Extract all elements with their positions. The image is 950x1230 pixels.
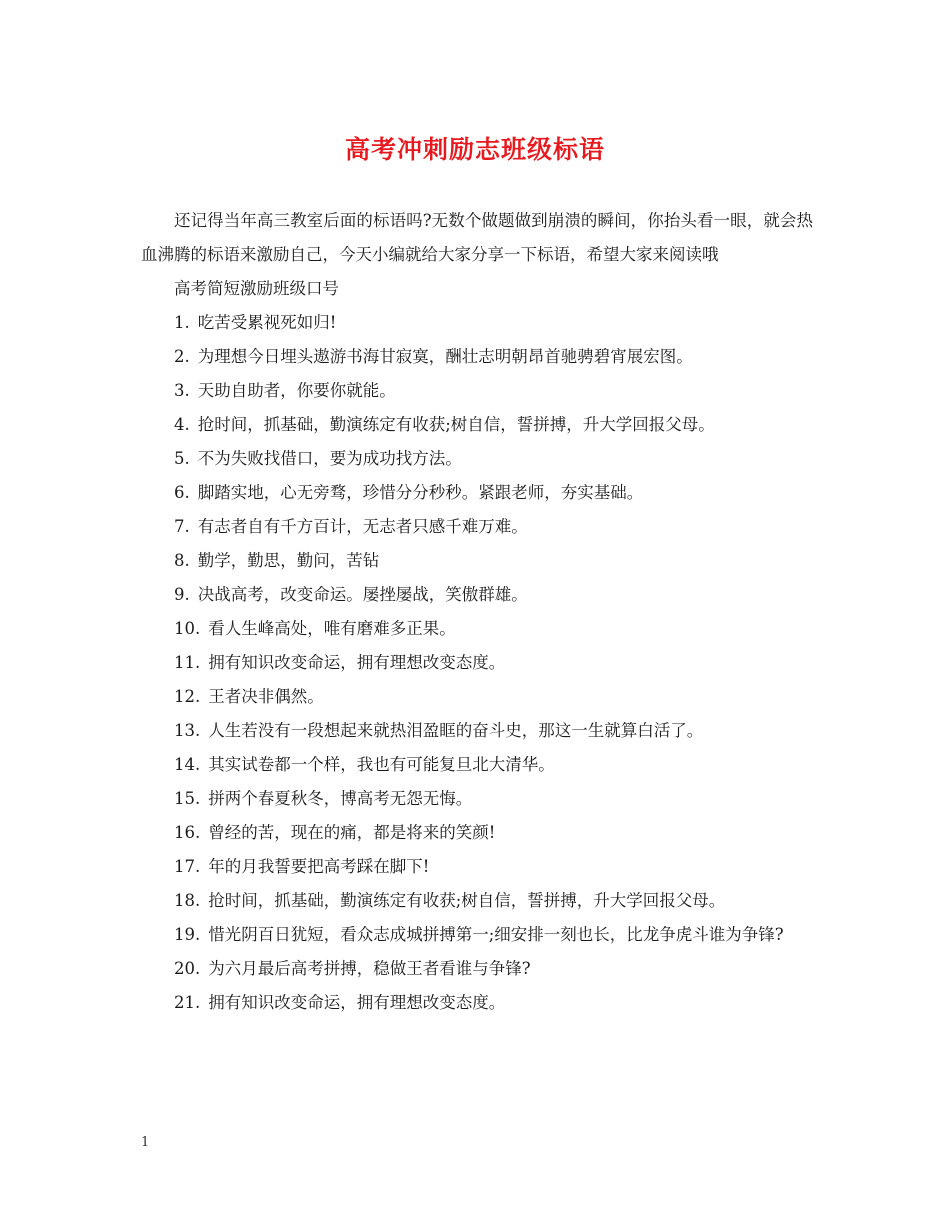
list-item-number: 8.: [174, 551, 190, 570]
list-item-text: 决战高考，改变命运。屡挫屡战，笑傲群雄。: [197, 585, 528, 604]
list-item-number: 2.: [174, 347, 190, 366]
list-item: [141, 340, 813, 374]
list-item: [141, 816, 813, 850]
list-item-number: 20.: [174, 959, 201, 978]
list-item-text: 吃苦受累视死如归!: [197, 313, 337, 332]
list-item-text: 抢时间，抓基础，勤演练定有收获;树自信，誓拼搏，升大学回报父母。: [197, 415, 715, 434]
list-item-text: 为理想今日埋头遨游书海甘寂寞，酬壮志明朝昂首驰骋碧宵展宏图。: [197, 347, 693, 366]
list-item-text: 天助自助者，你要你就能。: [197, 381, 396, 400]
list-item: [141, 918, 813, 952]
subheading: 高考简短激励班级口号: [174, 279, 339, 298]
list-item: [141, 374, 813, 408]
list-item: [141, 782, 813, 816]
list-item: [141, 544, 813, 578]
list-item-number: 17.: [174, 857, 201, 876]
list-item-text: 不为失败找借口，要为成功找方法。: [197, 449, 462, 468]
list-item-text: 拥有知识改变命运，拥有理想改变态度。: [208, 653, 506, 672]
list-item-text: 拥有知识改变命运，拥有理想改变态度。: [208, 993, 506, 1012]
page-number: 1: [141, 1135, 150, 1150]
document-body: [141, 204, 813, 1020]
list-item: [141, 850, 813, 884]
list-item-number: 3.: [174, 381, 190, 400]
document-title: 高考冲刺励志班级标语: [344, 135, 605, 164]
list-item-number: 7.: [174, 517, 190, 536]
list-item: [141, 306, 813, 340]
list-item: [141, 952, 813, 986]
list-item-number: 13.: [174, 721, 201, 740]
list-item-number: 18.: [174, 891, 201, 910]
list-item-text: 为六月最后高考拼搏，稳做王者看谁与争锋?: [208, 959, 531, 978]
list-item-text: 惜光阴百日犹短，看众志成城拼搏第一;细安排一刻也长，比龙争虎斗谁为争锋?: [208, 925, 784, 944]
list-item: [141, 442, 813, 476]
list-item-text: 人生若没有一段想起来就热泪盈眶的奋斗史，那这一生就算白活了。: [208, 721, 704, 740]
list-item-number: 19.: [174, 925, 201, 944]
list-item-text: 拼两个春夏秋冬，博高考无怨无悔。: [208, 789, 473, 808]
list-item: [141, 714, 813, 748]
list-item: [141, 408, 813, 442]
list-item-number: 11.: [174, 653, 201, 672]
list-item-number: 14.: [174, 755, 201, 774]
list-item: [141, 646, 813, 680]
list-item: [141, 680, 813, 714]
list-item-number: 16.: [174, 823, 201, 842]
list-item: [141, 510, 813, 544]
list-item-text: 年的月我誓要把高考踩在脚下!: [208, 857, 430, 876]
list-item-number: 21.: [174, 993, 201, 1012]
list-item: [141, 476, 813, 510]
list-item-text: 脚踏实地，心无旁骛，珍惜分分秒秒。紧跟老师，夯实基础。: [197, 483, 644, 502]
list-item-number: 9.: [174, 585, 190, 604]
list-item-text: 其实试卷都一个样，我也有可能复旦北大清华。: [208, 755, 555, 774]
list-item: [141, 578, 813, 612]
list-item: [141, 884, 813, 918]
list-item-number: 1.: [174, 313, 190, 332]
list-item-number: 6.: [174, 483, 190, 502]
list-item-text: 抢时间，抓基础，勤演练定有收获;树自信，誓拼搏，升大学回报父母。: [208, 891, 726, 910]
list-item-text: 看人生峰高处，唯有磨难多正果。: [208, 619, 456, 638]
list-item-number: 10.: [174, 619, 201, 638]
list-item: [141, 986, 813, 1020]
list-item-number: 15.: [174, 789, 201, 808]
list-item-number: 5.: [174, 449, 190, 468]
list-item-text: 曾经的苦，现在的痛，都是将来的笑颜!: [208, 823, 496, 842]
list-item-text: 勤学，勤思，勤问，苦钻: [197, 551, 380, 570]
list-item: [141, 612, 813, 646]
list-item-number: 4.: [174, 415, 190, 434]
list-item-text: 有志者自有千方百计，无志者只感千难万难。: [197, 517, 528, 536]
list-item: [141, 748, 813, 782]
list-item-text: 王者决非偶然。: [208, 687, 324, 706]
list-item-number: 12.: [174, 687, 201, 706]
intro-paragraph: 还记得当年高三教室后面的标语吗?无数个做题做到崩溃的瞬间，你抬头看一眼，就会热血沸腾的标语来激励自己，今天小编就给大家分享一下标语，希望大家来阅读哦: [141, 211, 813, 264]
